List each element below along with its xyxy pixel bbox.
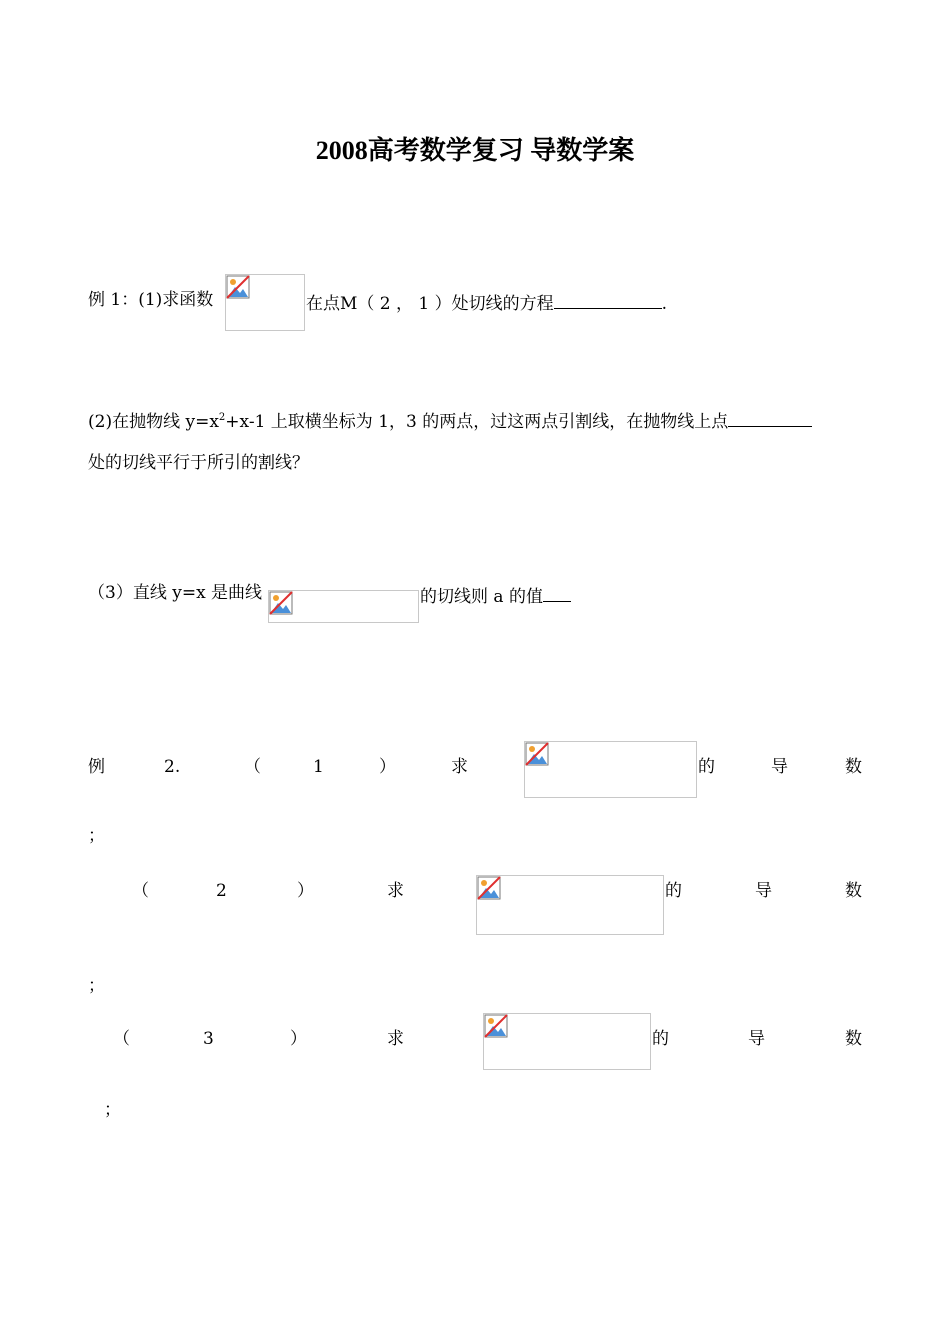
- ex1-q1-suffix: 在点M（ 2 ， 1 ）处切线的方程: [306, 294, 554, 314]
- formula-image-1: [225, 274, 305, 331]
- ex1-q2-sup: 2: [218, 412, 226, 423]
- answer-blank-3[interactable]: [543, 585, 571, 602]
- ex2-row2-word: 2: [216, 881, 227, 901]
- ex2-row3-word: ）: [290, 1029, 307, 1049]
- ex1-q2-line2: 处的切线平行于所引的割线？: [88, 453, 309, 473]
- ex1-q1-text: [306, 292, 667, 313]
- ex2-row1-end: ；: [88, 826, 105, 846]
- ex1-q2-line1: [88, 410, 812, 431]
- ex2-row1-word: 2.: [164, 757, 181, 777]
- ex2-row3-word: 3: [203, 1029, 214, 1049]
- ex2-row1-word: （: [244, 757, 261, 777]
- ex1-q2-line1-a: (2)在抛物线 y=x: [88, 412, 219, 432]
- ex2-row1-word: ）: [379, 757, 396, 777]
- ex2-row1-word: 求: [451, 757, 468, 777]
- ex2-row3-word: 导: [748, 1029, 765, 1049]
- formula-image-4: [476, 875, 664, 935]
- formula-image-5: [483, 1013, 651, 1070]
- ex2-row2-word: 的: [665, 881, 682, 901]
- answer-blank-2[interactable]: [728, 410, 812, 427]
- ex2-row2-word: （: [132, 881, 149, 901]
- page-title: 2008高考数学复习 导数学案: [315, 136, 635, 165]
- ex2-row3-word: 求: [387, 1029, 404, 1049]
- broken-image-icon: [525, 742, 549, 766]
- ex2-row1-word: 的: [698, 757, 715, 777]
- ex2-row2-end: ；: [88, 976, 105, 996]
- ex1-q3-text: [420, 585, 571, 606]
- ex2-row3-end: ；: [104, 1100, 121, 1120]
- ex2-row1-word: 1: [313, 757, 324, 777]
- broken-image-icon: [484, 1014, 508, 1038]
- ex1-q3-suffix: 的切线则 a 的值: [420, 587, 543, 607]
- ex2-row1-word: 导: [771, 757, 788, 777]
- ex2-row2-word: 数: [845, 881, 862, 901]
- formula-image-3: [524, 741, 697, 798]
- ex2-row3-word: （: [113, 1029, 130, 1049]
- ex1-q1-end: .: [661, 294, 668, 314]
- ex2-row3-word: 数: [845, 1029, 862, 1049]
- answer-blank-1[interactable]: [554, 292, 662, 309]
- ex1-q2-line1-b: +x-1 上取横坐标为 1，3 的两点，过这两点引割线，在抛物线上点: [225, 412, 729, 432]
- broken-image-icon: [477, 876, 501, 900]
- ex2-row2-word: 求: [387, 881, 404, 901]
- ex2-row1-word: 数: [845, 757, 862, 777]
- ex2-row1-word: 例: [88, 757, 105, 777]
- broken-image-icon: [269, 591, 293, 615]
- ex2-row2-word: 导: [755, 881, 772, 901]
- ex1-q1-prefix: 例 1：(1)求函数: [88, 290, 214, 310]
- ex1-q3-prefix: （3）直线 y=x 是曲线: [88, 583, 263, 603]
- broken-image-icon: [226, 275, 250, 299]
- formula-image-2: [268, 590, 419, 623]
- ex2-row2-word: ）: [297, 881, 314, 901]
- ex2-row3-word: 的: [652, 1029, 669, 1049]
